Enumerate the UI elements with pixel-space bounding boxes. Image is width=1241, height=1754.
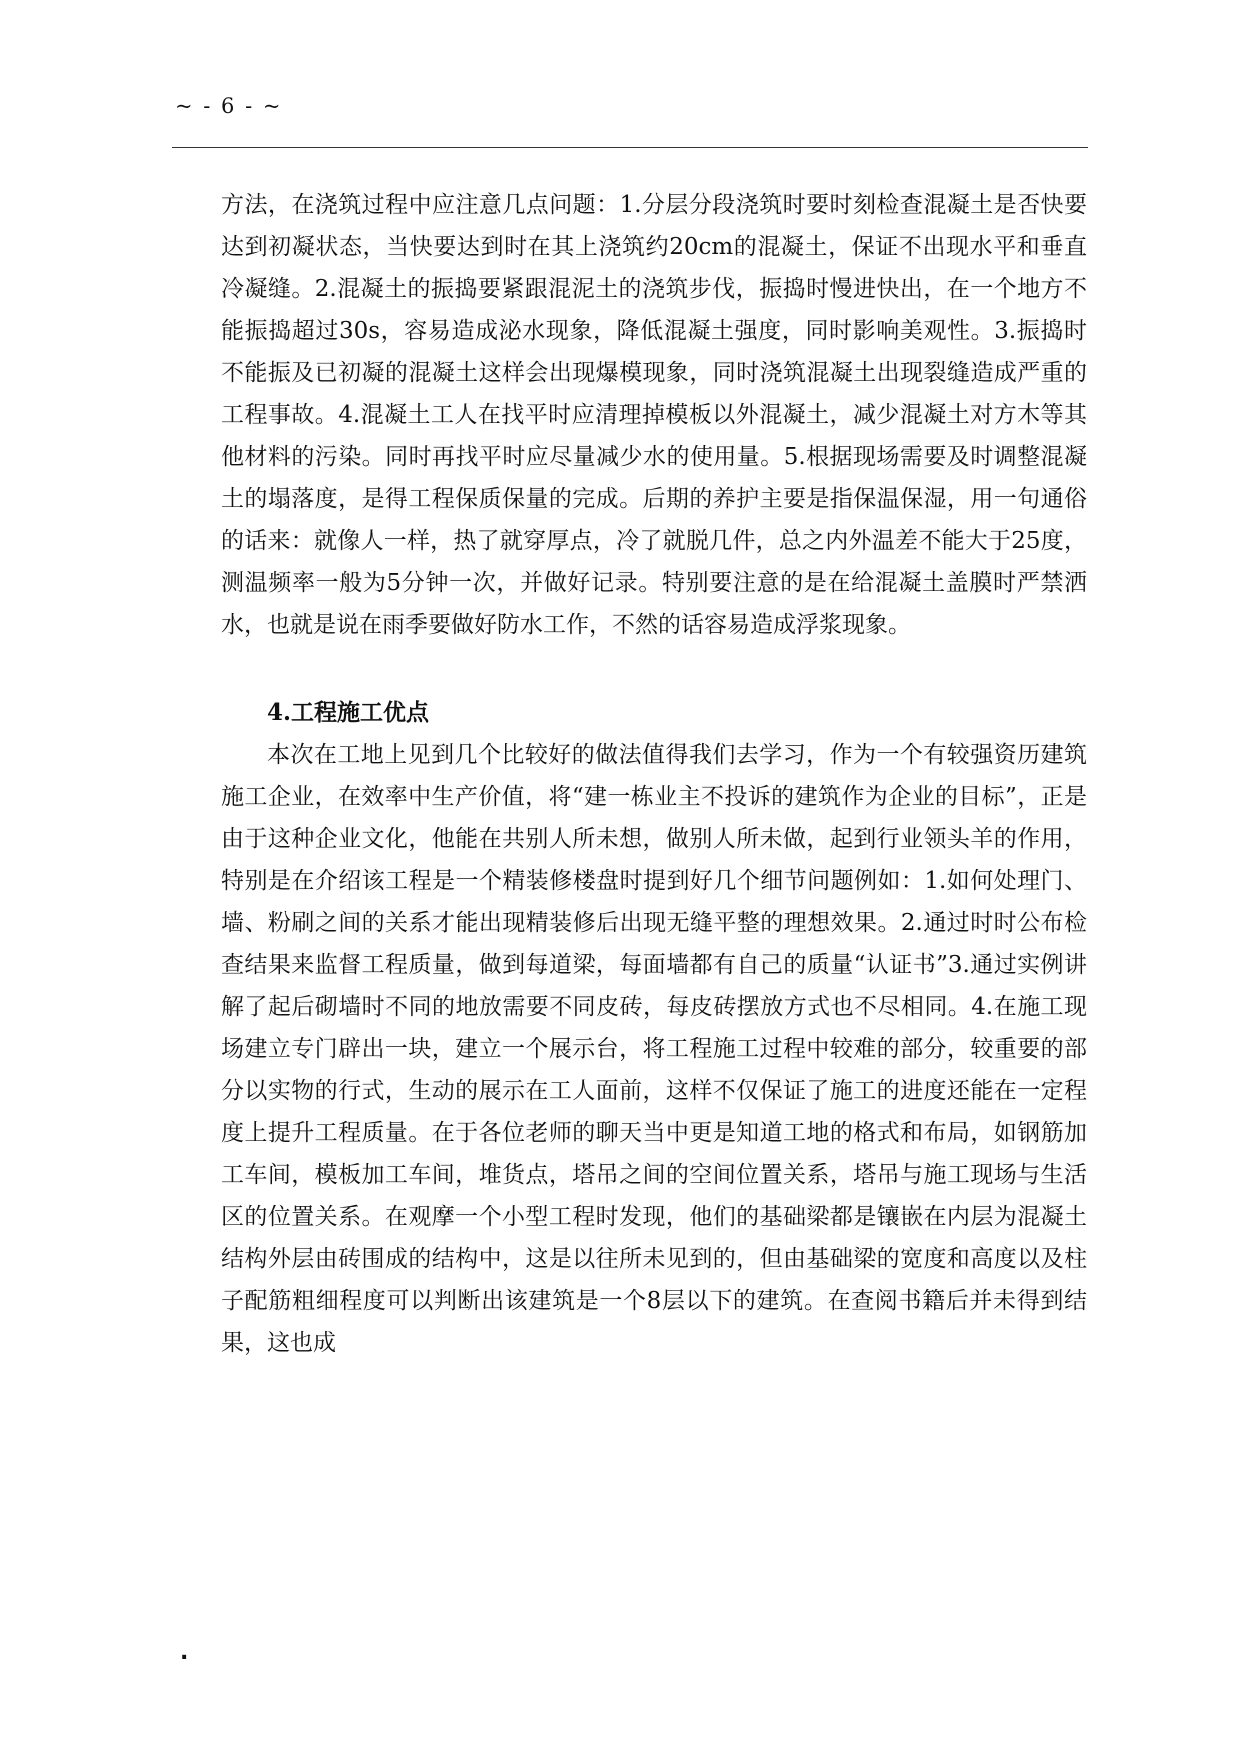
- header-divider: [172, 147, 1088, 148]
- document-body: [221, 184, 1087, 1364]
- body-paragraph: 方法，在浇筑过程中应注意几点问题：1.分层分段浇筑时要时刻检查混凝土是否快要达到初凝状态，当快要达到时在其上浇筑约20cm的混凝土，保证不出现水平和垂直冷凝缝。2.混凝土的振捣要紧跟混泥土的浇筑步伐，振捣时慢进快出，在一个地方不能振捣超过30s，容易造成泌水现象，降低混凝土强度，同时影响美观性。3.振捣时不能振及已初凝的混凝土这样会出现爆模现象，同时浇筑混凝土出现裂缝造成严重的工程事故。4.混凝土工人在找平时应清理掉模板以外混凝土，减少混凝土对方木等其他材料的污染。同时再找平时应尽量减少水的使用量。5.根据现场需要及时调整混凝土的塌落度，是得工程保质保量的完成。后期的养护主要是指保温保湿，用一句通俗的话来：就像人一样，热了就穿厚点，冷了就脱几件，总之内外温差不能大于25度，测温频率一般为5分钟一次，并做好记录。特别要注意的是在给混凝土盖膜时严禁洒水，也就是说在雨季要做好防水工作，不然的话容易造成浮浆现象。: [221, 192, 1087, 638]
- body-paragraph: 本次在工地上见到几个比较好的做法值得我们去学习，作为一个有较强资历建筑施工企业，在效率中生产价值，将“建一栋业主不投诉的建筑作为企业的目标”，正是由于这种企业文化，他能在共别人所未想，做别人所未做，起到行业领头羊的作用，特别是在介绍该工程是一个精装修楼盘时提到好几个细节问题例如：1.如何处理门、墙、粉刷之间的关系才能出现精装修后出现无缝平整的理想效果。2.通过时时公布检查结果来监督工程质量，做到每道梁，每面墙都有自己的质量“认证书”3.通过实例讲解了起后砌墙时不同的地放需要不同皮砖，每皮砖摆放方式也不尽相同。4.在施工现场建立专门辟出一块，建立一个展示台，将工程施工过程中较难的部分，较重要的部分以实物的行式，生动的展示在工人面前，这样不仅保证了施工的进度还能在一定程度上提升工程质量。在于各位老师的聊天当中更是知道工地的格式和布局，如钢筋加工车间，模板加工车间，堆货点，塔吊之间的空间位置关系，塔吊与施工现场与生活区的位置关系。在观摩一个小型工程时发现，他们的基础梁都是镶嵌在内层为混凝土结构外层由砖围成的结构中，这是以往所未见到的，但由基础梁的宽度和高度以及柱子配筋粗细程度可以判断出该建筑是一个8层以下的建筑。在查阅书籍后并未得到结果，这也成: [221, 742, 1087, 1356]
- footer-marker: .: [180, 1640, 189, 1665]
- section-heading: 4.工程施工优点: [267, 699, 430, 726]
- page-number: ~ - 6 - ~: [175, 94, 283, 118]
